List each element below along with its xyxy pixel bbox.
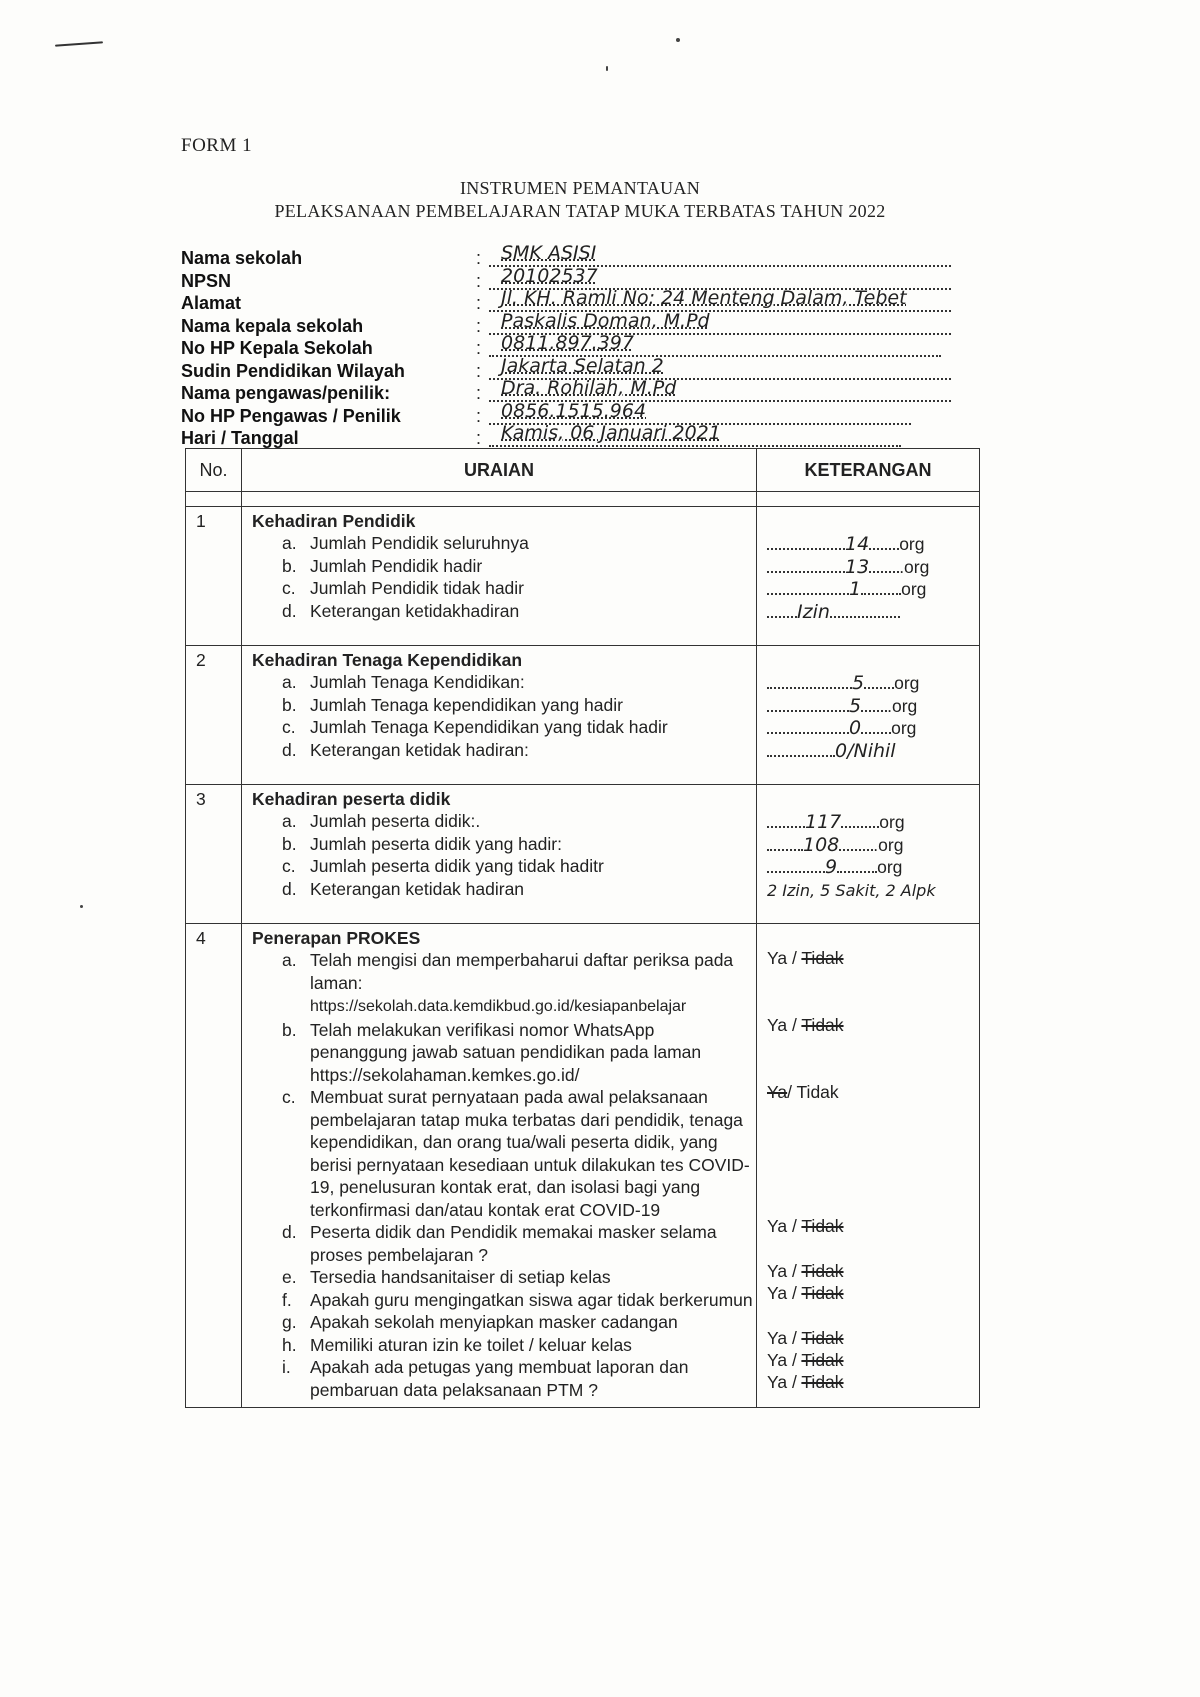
dotted-line [767, 567, 845, 573]
item-text: Membuat surat pernyataan pada awal pelaksanaan pembelajaran tatap muka terbatas dari pendidik, tenaga kependidikan, dan orang tua/wali peserta didik, yang berisi pernyataan kesediaan untuk dilakukan tes COVID-19, penelusuran kontak erat, dan isolasi bagi yang terkonfirmasi dan/atau kontak erat COVID-19 [310, 1087, 750, 1220]
handwritten-value: 9 [825, 856, 838, 878]
answer-ya-tidak [767, 1216, 844, 1237]
keterangan-line [767, 856, 979, 879]
answer-ya-tidak [767, 948, 844, 969]
section-title: Kehadiran Tenaga Kependidikan [252, 650, 523, 670]
dotted-line [839, 845, 873, 851]
unit-label: .org [873, 834, 904, 855]
unit-label: .org [887, 695, 918, 716]
item-text: Keterangan ketidak hadiran: [310, 739, 529, 760]
item-letter: d. [282, 600, 297, 621]
info-value: 0856.1515.964 [501, 399, 647, 422]
answer-tidak-struck: Tidak [801, 1328, 844, 1348]
answer-ya-tidak [767, 1350, 844, 1371]
section-content [242, 924, 757, 1408]
dotted-line [767, 728, 849, 734]
info-colon: : [476, 248, 482, 268]
unit-label: org [899, 534, 925, 554]
section-title: Penerapan PROKES [252, 928, 421, 948]
item-text: Jumlah peserta didik:. [310, 811, 481, 831]
item-text: Tersedia handsanitaiser di setiap kelas [310, 1267, 611, 1287]
item-letter: c. [282, 578, 296, 598]
dotted-line [767, 706, 849, 712]
handwritten-value: 0 [849, 717, 862, 739]
dotted-line [767, 612, 797, 618]
item-text: Keterangan ketidak hadiran [310, 878, 525, 899]
item-letter: f. [282, 1289, 292, 1310]
item-text: Jumlah Pendidik hadir [310, 555, 483, 576]
scan-speck [676, 38, 680, 42]
item-url: https://sekolah.data.kemdikbud.go.id/kesiapanbelajar [310, 998, 687, 1015]
info-value: Jl. KH. Ramli No: 24 Menteng Dalam, Tebet [501, 287, 907, 309]
item-text: Jumlah Tenaga Kependidikan yang tidak hadir [310, 717, 668, 737]
answer-ya: Ya / [767, 1350, 797, 1370]
table-header-row [186, 449, 980, 492]
handwritten-value: 5 [849, 694, 862, 717]
item-letter: e. [282, 1267, 297, 1287]
answer-tidak-struck: Tidak [801, 1350, 844, 1370]
keterangan-line [767, 533, 979, 556]
handwritten-value: 0/Nihil [835, 739, 896, 762]
answer-ya-tidak [767, 1082, 839, 1103]
info-label: Hari / Tanggal [181, 428, 299, 448]
dotted-line [837, 867, 877, 873]
dotted-line [767, 822, 805, 828]
item-letter: c. [282, 1087, 296, 1107]
keterangan-line [767, 672, 979, 695]
section-keterangan [757, 646, 980, 785]
section-keterangan [757, 924, 980, 1408]
info-dotted-line [489, 445, 901, 447]
answer-tidak-struck: Tidak [801, 948, 844, 968]
header-no: No. [186, 449, 242, 492]
item-text: Jumlah Tenaga Kendidikan: [310, 672, 525, 692]
answer-ya: Ya / [767, 1015, 797, 1035]
answer-ya-struck: Ya [767, 1082, 788, 1102]
keterangan-line [767, 601, 979, 624]
scan-mark-dash [55, 41, 103, 46]
dotted-line [861, 706, 887, 712]
info-value: Dra. Rohilah, M.Pd [501, 377, 677, 399]
keterangan-line [767, 578, 979, 601]
list-item [242, 577, 756, 600]
answer-tidak-struck: Tidak [801, 1372, 844, 1392]
school-info [181, 242, 981, 451]
section-number: 4 [186, 924, 242, 1408]
item-text: Peserta didik dan Pendidik memakai masker selama proses pembelajaran ? [310, 1222, 717, 1265]
list-item [242, 833, 756, 856]
dotted-line [767, 589, 849, 595]
info-colon: : [476, 293, 482, 313]
section-number: 1 [186, 507, 242, 646]
answer-tidak-struck: Tidak [801, 1283, 844, 1303]
info-label: Nama sekolah [181, 248, 303, 268]
section-title: Kehadiran peserta didik [252, 789, 451, 809]
answer-ya-tidak [767, 1328, 844, 1349]
info-colon: : [476, 338, 482, 358]
list-item [242, 1334, 756, 1357]
item-letter: a. [282, 672, 297, 692]
section-content [242, 646, 757, 785]
document-title: INSTRUMEN PEMANTAUAN [459, 178, 701, 198]
header-uraian: URAIAN [242, 449, 757, 492]
answer-ya-tidak [767, 1261, 844, 1282]
handwritten-value: 1 [849, 578, 862, 600]
section-row [186, 924, 980, 1408]
info-value: 20102537 [501, 264, 598, 287]
handwritten-value: 117 [805, 811, 842, 833]
keterangan-line [767, 740, 979, 763]
dotted-line [841, 822, 879, 828]
item-letter: b. [282, 555, 297, 576]
monitoring-table [185, 448, 980, 1408]
list-item [242, 878, 756, 901]
item-letter: c. [282, 856, 296, 876]
item-letter: b. [282, 694, 297, 715]
info-colon: : [476, 360, 482, 381]
answer-ya-tidak [767, 1372, 844, 1393]
answer-ya-tidak [767, 1283, 844, 1304]
item-text: Apakah sekolah menyiapkan masker cadangan [310, 1312, 678, 1332]
info-label: No HP Kepala Sekolah [181, 338, 373, 358]
section-number: 3 [186, 785, 242, 924]
answer-tidak-struck: Tidak [801, 1216, 844, 1236]
item-letter: d. [282, 739, 297, 760]
unit-label: org [879, 812, 905, 832]
info-label: Sudin Pendidikan Wilayah [181, 360, 405, 381]
handwritten-value: 14 [845, 533, 870, 555]
handwritten-value: 5 [852, 672, 865, 694]
answer-tidak-struck: Tidak [801, 1015, 844, 1035]
item-letter: g. [282, 1312, 297, 1332]
list-item [242, 1019, 756, 1087]
list-item [242, 600, 756, 623]
item-text: Jumlah Pendidik seluruhnya [310, 533, 529, 553]
dotted-line [767, 751, 835, 757]
item-text: Jumlah Tenaga kependidikan yang hadir [310, 694, 623, 715]
list-item [242, 739, 756, 762]
info-value: Kamis, 06 Januari 2021 [501, 422, 721, 444]
info-label: No HP Pengawas / Penilik [181, 405, 401, 426]
item-letter: b. [282, 833, 297, 854]
answer-ya: Ya / [767, 1261, 797, 1281]
keterangan-line [767, 834, 979, 857]
item-text: Telah melakukan verifikasi nomor WhatsApp penanggung jawab satuan pendidikan pada laman https://sekolahaman.kemkes.go.id/ [310, 1019, 702, 1085]
item-letter: b. [282, 1019, 297, 1040]
section-content [242, 785, 757, 924]
item-letter: d. [282, 878, 297, 899]
answer-ya: Ya / [767, 1372, 797, 1392]
item-letter: i. [282, 1357, 291, 1377]
section-number: 2 [186, 646, 242, 785]
document-subtitle: PELAKSANAAN PEMBELAJARAN TATAP MUKA TERBATAS TAHUN 2022 [274, 201, 886, 221]
handwritten-value: Izin [797, 600, 830, 623]
list-item [242, 1311, 756, 1334]
item-letter: h. [282, 1334, 297, 1355]
list-item [242, 555, 756, 578]
item-letter: a. [282, 811, 297, 831]
scan-speck [80, 905, 83, 908]
answer-ya-tidak [767, 1015, 844, 1036]
handwritten-value: 2 Izin, 5 Sakit, 2 Alpk [767, 880, 936, 900]
answer-tidak-struck: Tidak [801, 1261, 844, 1281]
list-item [242, 1266, 756, 1289]
unit-label: org [894, 673, 920, 693]
item-text: Apakah guru mengingatkan siswa agar tidak berkerumun [310, 1289, 753, 1310]
info-value: 0811.897.397 [501, 332, 634, 354]
item-text: Telah mengisi dan memperbaharui daftar periksa pada laman: [310, 950, 734, 993]
keterangan-line [767, 811, 979, 834]
section-content [242, 507, 757, 646]
keterangan-line [767, 717, 979, 740]
list-item [242, 694, 756, 717]
item-text: Keterangan ketidakhadiran [310, 600, 520, 621]
section-row [186, 785, 980, 924]
header-keterangan: KETERANGAN [757, 449, 980, 492]
item-body [310, 949, 756, 1019]
info-label: NPSN [181, 270, 232, 291]
answer-ya: Ya / [767, 1328, 797, 1348]
dotted-line [767, 845, 803, 851]
section-title: Kehadiran Pendidik [252, 511, 416, 531]
handwritten-value: 13 [845, 555, 870, 578]
info-label: Alamat [181, 293, 242, 313]
dotted-line [830, 612, 900, 618]
handwritten-value: 108 [803, 833, 840, 856]
list-item [242, 949, 756, 1019]
list-item [242, 810, 756, 833]
dotted-line [861, 728, 891, 734]
section-row [186, 646, 980, 785]
answer-ya: Ya / [767, 948, 797, 968]
answer-ya: Ya / [767, 1283, 797, 1303]
unit-label: org [891, 718, 917, 738]
item-letter: a. [282, 533, 297, 553]
info-label: Nama kepala sekolah [181, 315, 364, 336]
list-item [242, 716, 756, 739]
answer-ya: Ya / [767, 1216, 797, 1236]
list-item [242, 532, 756, 555]
info-label: Nama pengawas/penilik: [181, 383, 391, 403]
item-letter: c. [282, 717, 296, 737]
info-colon: : [476, 428, 482, 448]
form-label: FORM 1 [181, 135, 253, 156]
spacer-row [186, 492, 980, 507]
list-item [242, 671, 756, 694]
dotted-line [767, 867, 825, 873]
info-value: SMK ASISI [501, 242, 597, 264]
dotted-line [767, 683, 852, 689]
unit-label: org [877, 857, 903, 877]
list-item [242, 1289, 756, 1312]
unit-label: org [901, 579, 927, 599]
info-colon: : [476, 315, 482, 336]
item-letter: d. [282, 1222, 297, 1242]
info-value: Jakarta Selatan 2 [501, 354, 664, 377]
scan-speck [606, 66, 608, 71]
dotted-line [869, 567, 899, 573]
answer-tidak: / Tidak [787, 1082, 839, 1102]
keterangan-line [767, 879, 979, 902]
dotted-line [869, 544, 899, 550]
item-text: Memiliki aturan izin ke toilet / keluar kelas [310, 1334, 632, 1355]
dotted-line [861, 589, 901, 595]
dotted-line [864, 683, 894, 689]
dotted-line [767, 544, 845, 550]
section-row [186, 507, 980, 646]
list-item [242, 1221, 756, 1266]
keterangan-line [767, 695, 979, 718]
info-colon: : [476, 270, 482, 291]
info-value: Paskalis Doman, M.Pd [501, 309, 710, 332]
list-item [242, 1356, 756, 1401]
unit-label: .org [899, 556, 930, 577]
list-item [242, 1086, 756, 1221]
keterangan-line [767, 556, 979, 579]
section-keterangan [757, 785, 980, 924]
info-colon: : [476, 405, 482, 426]
item-text: Jumlah peserta didik yang hadir: [310, 833, 562, 854]
item-text: Jumlah Pendidik tidak hadir [310, 578, 525, 598]
section-keterangan [757, 507, 980, 646]
item-letter: a. [282, 950, 297, 970]
item-text: Apakah ada petugas yang membuat laporan dan pembaruan data pelaksanaan PTM ? [310, 1357, 689, 1400]
list-item [242, 855, 756, 878]
info-colon: : [476, 383, 482, 403]
item-text: Jumlah peserta didik yang tidak haditr [310, 856, 604, 876]
